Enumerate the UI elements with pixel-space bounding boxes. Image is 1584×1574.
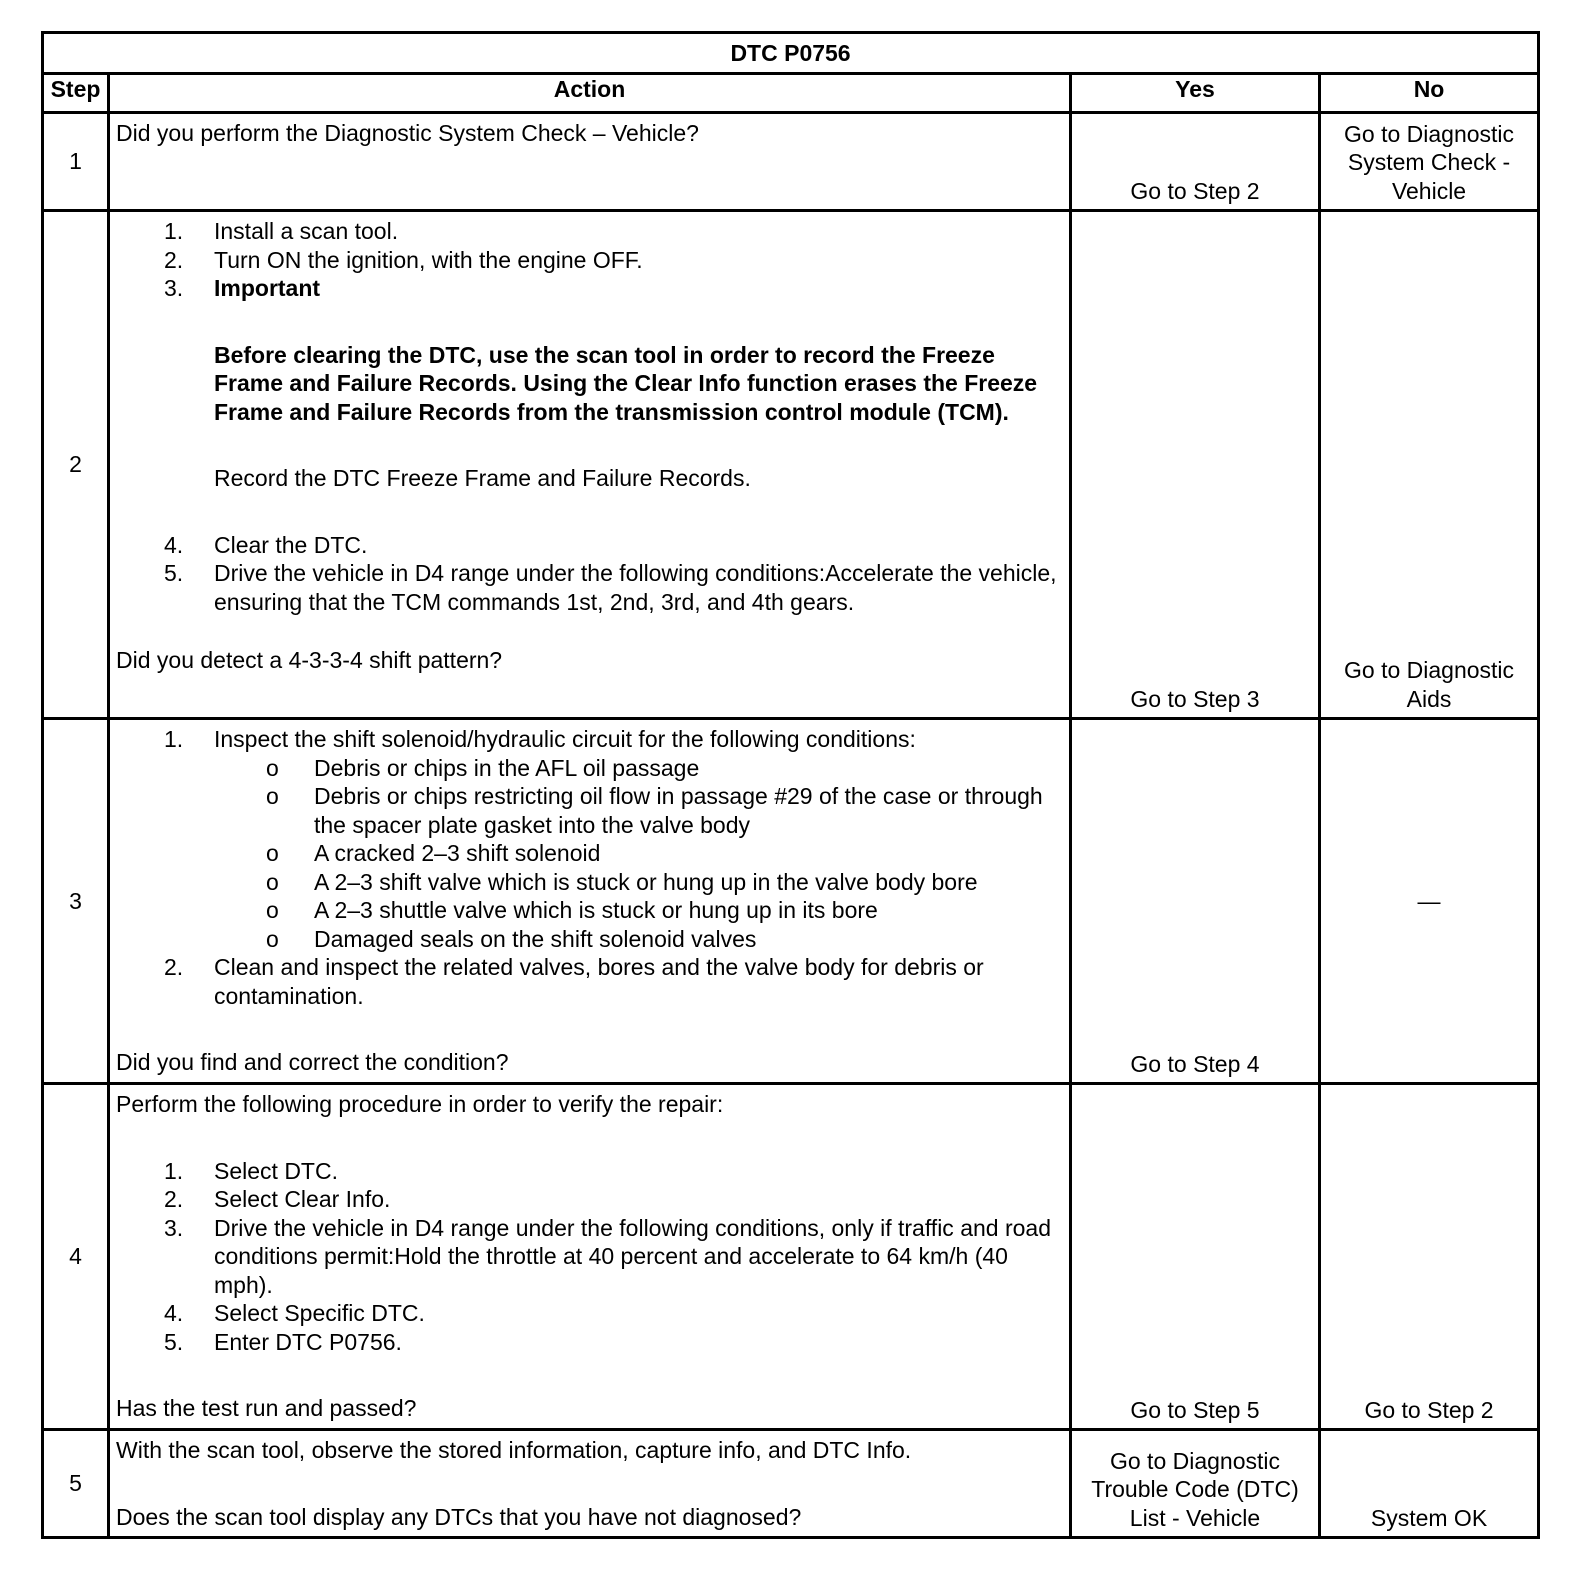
list-item: 3. Important Before clearing the DTC, use the scan tool in order to record the Freeze Frame and Failure Records. Using the Clear Info function erases the Freeze Frame and Failure Records from the transmission control module (TCM). Record the DTC Freeze Frame and Failure Records. bbox=[116, 274, 1063, 531]
title-row bbox=[43, 33, 1539, 74]
list-item: 1. Inspect the shift solenoid/hydraulic circuit for the following conditions: o Debris or chips in the AFL oil passage o Debris or chips restricting oil flow in passage #29 of the case or through the spacer plate gasket into the valve body o A cracked 2–3 shift solenoid o A 2–3 shift valve which is stuck or hung up in the valve body bore o A 2–3 shuttle valve which is stuck or hung up in its bore o Damaged seals on the shift solenoid valves bbox=[116, 725, 1063, 953]
yes-cell: Go to Step 4 bbox=[1071, 719, 1320, 1084]
procedure-list bbox=[116, 725, 1063, 1010]
question-text: Does the scan tool display any DTCs that you have not diagnosed? bbox=[116, 1503, 802, 1530]
list-item: 4. Select Specific DTC. bbox=[164, 1300, 425, 1326]
step-number: 5 bbox=[43, 1430, 109, 1538]
list-item: o Debris or chips restricting oil flow in passage #29 of the case or through the spacer plate gasket into the valve body bbox=[266, 783, 1043, 838]
important-note: Before clearing the DTC, use the scan tool in order to record the Freeze Frame and Failure Records. Using the Clear Info function erases the Freeze Frame and Failure Records from the transmission control module (TCM). bbox=[214, 341, 1038, 425]
action-cell bbox=[109, 1084, 1071, 1430]
question-text: Did you detect a 4-3-3-4 shift pattern? bbox=[116, 647, 503, 673]
intro-text: Perform the following procedure in order to verify the repair: bbox=[116, 1091, 724, 1117]
list-item: 5. Drive the vehicle in D4 range under the following conditions:Accelerate the vehicle, ensuring that the TCM commands 1st, 2nd, 3rd, and 4th gears. bbox=[164, 560, 1057, 615]
question-text: Did you perform the Diagnostic System Check – Vehicle? bbox=[116, 120, 699, 146]
table-title: DTC P0756 bbox=[43, 33, 1539, 74]
step-number: 4 bbox=[43, 1084, 109, 1430]
list-item: 4. Clear the DTC. bbox=[164, 531, 368, 558]
action-cell bbox=[109, 1430, 1071, 1538]
step-number: 1 bbox=[43, 113, 109, 211]
no-cell: — bbox=[1320, 719, 1539, 1084]
table-row bbox=[43, 719, 1539, 1084]
step-number: 2 bbox=[43, 211, 109, 719]
action-cell bbox=[109, 113, 1071, 211]
list-item: 2. Clean and inspect the related valves, bores and the valve body for debris or contamination. bbox=[164, 954, 984, 1009]
list-item: o A cracked 2–3 shift solenoid bbox=[266, 840, 601, 866]
header-action: Action bbox=[109, 74, 1071, 113]
procedure-list bbox=[116, 217, 1063, 616]
question-text: Has the test run and passed? bbox=[116, 1395, 417, 1421]
yes-cell: Go to Step 2 bbox=[1071, 113, 1320, 211]
table-row bbox=[43, 1430, 1539, 1538]
diagnostic-table bbox=[41, 31, 1540, 1539]
yes-cell: Go to Diagnostic Trouble Code (DTC) List - Vehicle bbox=[1071, 1430, 1320, 1538]
list-item: o A 2–3 shift valve which is stuck or hung up in the valve body bore bbox=[266, 868, 978, 895]
header-row bbox=[43, 74, 1539, 113]
step-number: 3 bbox=[43, 719, 109, 1084]
no-cell: Go to Diagnostic System Check - Vehicle bbox=[1320, 113, 1539, 211]
question-text: Did you find and correct the condition? bbox=[116, 1049, 509, 1075]
action-cell bbox=[109, 719, 1071, 1084]
header-no: No bbox=[1320, 74, 1539, 113]
list-item: o Damaged seals on the shift solenoid valves bbox=[266, 925, 757, 952]
yes-cell: Go to Step 3 bbox=[1071, 211, 1320, 719]
list-item: 1. Select DTC. bbox=[164, 1157, 338, 1184]
action-cell bbox=[109, 211, 1071, 719]
table-row bbox=[43, 1084, 1539, 1430]
header-yes: Yes bbox=[1071, 74, 1320, 113]
list-item: 2. Turn ON the ignition, with the engine OFF. bbox=[164, 246, 643, 273]
important-label: Important bbox=[214, 275, 321, 301]
list-item: o A 2–3 shuttle valve which is stuck or hung up in its bore bbox=[266, 897, 878, 923]
no-cell: Go to Diagnostic Aids bbox=[1320, 211, 1539, 719]
record-instruction: Record the DTC Freeze Frame and Failure Records. bbox=[214, 465, 751, 491]
list-item: 3. Drive the vehicle in D4 range under the following conditions, only if traffic and road conditions permit:Hold the throttle at 40 percent and accelerate to 64 km/h (40 mph). bbox=[164, 1214, 1051, 1298]
procedure-list bbox=[116, 1157, 1063, 1357]
no-cell: Go to Step 2 bbox=[1320, 1084, 1539, 1430]
condition-list bbox=[214, 754, 1063, 954]
list-item: 5. Enter DTC P0756. bbox=[164, 1328, 402, 1355]
list-item: 2. Select Clear Info. bbox=[164, 1186, 391, 1212]
no-cell: System OK bbox=[1320, 1430, 1539, 1538]
list-item: 1. Install a scan tool. bbox=[164, 218, 399, 244]
table-row bbox=[43, 113, 1539, 211]
intro-text: With the scan tool, observe the stored information, capture info, and DTC Info. bbox=[116, 1437, 912, 1463]
yes-cell: Go to Step 5 bbox=[1071, 1084, 1320, 1430]
table-row bbox=[43, 211, 1539, 719]
list-item: o Debris or chips in the AFL oil passage bbox=[266, 754, 700, 781]
header-step: Step bbox=[43, 74, 109, 113]
